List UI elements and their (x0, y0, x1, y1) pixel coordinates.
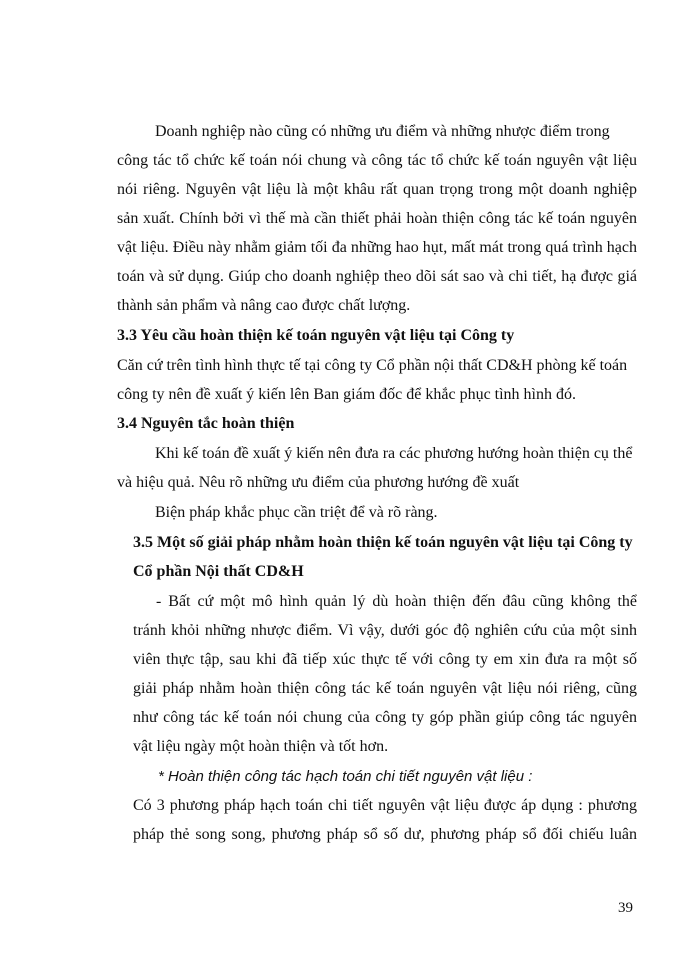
section-3-4-heading: 3.4 Nguyên tắc hoàn thiện (117, 415, 295, 432)
detail-line-1: Có 3 phương pháp hạch toán chi tiết nguyên vật liệu được áp dụng : phương (133, 797, 637, 814)
section-3-5-heading-line-1: 3.5 Một số giải pháp nhằm hoàn thiện kế toán nguyên vật liệu tại Công ty (133, 534, 633, 551)
intro-line-5: vật liệu. Điều này nhằm giảm tối đa những hao hụt, mất mát trong quá trình hạch (117, 239, 637, 256)
bullet-line-2: tránh khỏi những nhược điểm. Vì vậy, dưới góc độ nghiên cứu của một sinh (133, 622, 637, 639)
section-3-3-heading: 3.3 Yêu cầu hoàn thiện kế toán nguyên vật liệu tại Công ty (117, 327, 515, 344)
intro-line-7: thành sản phẩm và nâng cao được chất lượng. (117, 297, 411, 314)
section-3-5-heading-line-2: Cổ phần Nội thất CD&H (133, 563, 304, 580)
intro-line-6: toán và sử dụng. Giúp cho doanh nghiệp theo dõi sát sao và chi tiết, hạ được giá (117, 268, 637, 285)
detail-line-2: pháp thẻ song song, phương pháp sổ số dư, phương pháp sổ đối chiếu luân (133, 826, 637, 843)
section-3-3-line-2: công ty nên đề xuất ý kiến lên Ban giám đốc để khắc phục tình hình đó. (117, 386, 576, 403)
bullet-line-5: như công tác kế toán nói chung của công ty góp phần giúp công tác nguyên (133, 709, 637, 726)
intro-line-1: Doanh nghiệp nào cũng có những ưu điểm và những nhược điểm trong (155, 123, 610, 140)
bullet-line-1: - Bất cứ một mô hình quản lý dù hoàn thiện đến đâu cũng không thể (156, 593, 637, 610)
section-3-4-line-3: Biện pháp khắc phục cần triệt để và rõ ràng. (155, 504, 438, 521)
section-3-4-line-2: và hiệu quả. Nêu rõ những ưu điểm của phương hướng đề xuất (117, 474, 520, 491)
intro-line-2: công tác tổ chức kế toán nói chung và công tác tổ chức kế toán nguyên vật liệu (117, 152, 637, 169)
intro-line-3: nói riêng. Nguyên vật liệu là một khâu rất quan trọng trong một doanh nghiệp (117, 181, 637, 198)
bullet-line-6: vật liệu ngày một hoàn thiện và tốt hơn. (133, 738, 389, 755)
subheading-detail-accounting: * Hoàn thiện công tác hạch toán chi tiết nguyên vật liệu : (158, 768, 533, 785)
page-number: 39 (618, 900, 633, 916)
bullet-line-3: viên thực tập, sau khi đã tiếp xúc thực tế với công ty em xin đưa ra một số (133, 651, 637, 668)
section-3-3-line-1: Căn cứ trên tình hình thực tế tại công ty Cổ phần nội thất CD&H phòng kế toán (117, 357, 628, 374)
bullet-line-4: giải pháp nhằm hoàn thiện công tác kế toán nguyên vật liệu nói riêng, cũng (133, 680, 637, 697)
section-3-4-line-1: Khi kế toán đề xuất ý kiến nên đưa ra các phương hướng hoàn thiện cụ thể (155, 445, 633, 462)
intro-line-4: sản xuất. Chính bởi vì thế mà cần thiết phải hoàn thiện công tác kế toán nguyên (117, 210, 637, 227)
